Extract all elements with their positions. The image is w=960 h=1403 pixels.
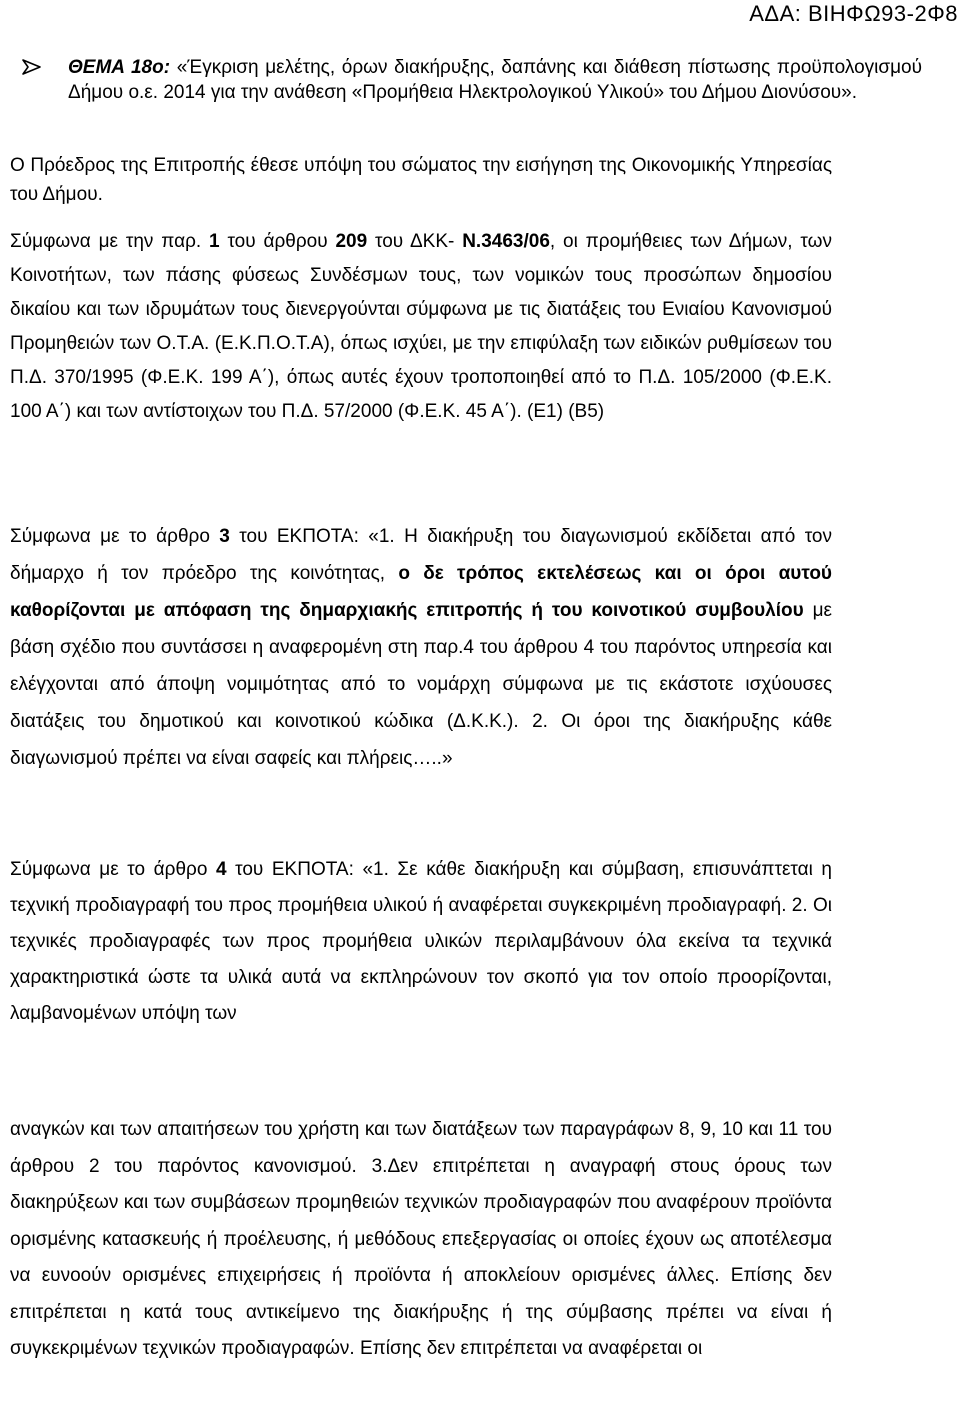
theme-title: «Έγκριση μελέτης, όρων διακήρυξης, δαπάνης και διάθεση πίστωσης προϋπολογισμού Δήμου ο.ε. 2014 για την ανάθεση «Προμήθεια Ηλεκτρολογικού Υλικού» του Δήμου Διονύσου». xyxy=(68,57,922,103)
article3-paragraph xyxy=(10,518,832,777)
art4-rest: του ΕΚΠΟΤΑ: «1. Σε κάθε διακήρυξη και σύμβαση, επισυνάπτεται η τεχνική προδιαγραφή του προς προμήθεια υλικού ή αναφέρεται συγκεκριμένη προδιαγραφή. 2. Οι τεχνικές προδιαγραφές των προς προμήθεια υλικών περιλαμβάνουν όλα εκείνα τα τεχνικά χαρακτηριστικά ώστε τα υλικά αυτά να εκπληρώνουν τον σκοπό για τον οποίο προορίζονται, λαμβανομένων υπόψη των xyxy=(10,859,832,1024)
theme-text xyxy=(68,55,922,105)
law-rest: , οι προμήθειες των Δήμων, των Κοινοτήτων, των πάσης φύσεως Συνδέσμων τους, των νομικών τους προσώπων δημοσίου δικαίου και των ιδρυμάτων τους διενεργούνται σύμφωνα με τις διατάξεις του Ενιαίου Κανονισμού Προμηθειών των Ο.Τ.Α. (Ε.Κ.Π.Ο.Τ.Α), όπως ισχύει, με την επιφύλαξη των ειδικών ρυθμίσεων του Π.Δ. 370/1995 (Φ.Ε.Κ. 199 Α΄), όπως αυτές έχουν τροποποιηθεί από το Π.Δ. 105/2000 (Φ.Ε.Κ. 100 Α΄) και των αντίστοιχων του Π.Δ. 57/2000 (Φ.Ε.Κ. 45 Α΄). (Ε1) (Β5) xyxy=(10,231,832,422)
law-article-number: 209 xyxy=(335,231,368,252)
ada-code: ΑΔΑ: ΒΙΗΦΩ93-2Φ8 xyxy=(749,1,958,26)
law-prefix: Σύμφωνα με την παρ. xyxy=(10,231,210,252)
art3-rest: με βάση σχέδιο που συντάσσει η αναφερομένη στη παρ.4 του άρθρου 4 του παρόντος υπηρεσία και ελέγχονται από άποψη νομιμότητας από το νομάρχη σύμφωνα με τις εκάστοτε ισχύουσες διατάξεις του δημοτικού και κοινοτικού κώδικα (Δ.Κ.Κ.). 2. Οι όροι της διακήρυξης κάθε διαγωνισμού πρέπει να είναι σαφείς και πλήρεις…..» xyxy=(10,600,832,769)
art3-number: 3 xyxy=(219,526,230,547)
intro-text: Ο Πρόεδρος της Επιτροπής έθεσε υπόψη του σώματος την εισήγηση της Οικονομικής Υπηρεσίας του Δήμου. xyxy=(10,155,832,205)
theme-label: ΘΕΜΑ 18ο: xyxy=(68,57,171,78)
art3-bold-text: ο δε τρόπος εκτελέσεως και οι όροι αυτού καθορίζονται με απόφαση της δημαρχιακής επιτροπής ή του κοινοτικού συμβουλίου xyxy=(10,563,832,621)
arrow-bullet-icon xyxy=(22,58,44,76)
art3-mid: του ΕΚΠΟΤΑ: «1. Η διακήρυξη του διαγωνισμού εκδίδεται από τον δήμαρχο ή τον πρόεδρο της κοινότητας, xyxy=(10,526,832,584)
law-number: Ν.3463/06 xyxy=(462,231,550,252)
theme-item xyxy=(22,55,922,105)
law-par-number: 1 xyxy=(209,231,220,252)
law-paragraph xyxy=(10,225,832,429)
law-mid2: του ΔΚΚ- xyxy=(367,231,463,252)
continuation-paragraph xyxy=(10,1112,832,1368)
law-mid1: του άρθρου xyxy=(219,231,336,252)
article4-paragraph xyxy=(10,852,832,1032)
intro-paragraph xyxy=(10,151,832,209)
art4-number: 4 xyxy=(215,859,227,880)
art3-prefix: Σύμφωνα με το άρθρο xyxy=(10,526,220,547)
continuation-text: αναγκών και των απαιτήσεων του χρήστη και των διατάξεων των παραγράφων 8, 9, 10 και 11 του άρθρου 2 του παρόντος κανονισμού. 3.Δεν επιτρέπεται η αναγραφή στους όρους των διακηρύξεων και των συμβάσεων προμηθειών τεχνικών προδιαγραφών που αναφέρουν προϊόντα ορισμένης κατασκευής ή προέλευσης, ή μεθόδους επεξεργασίας οι οποίες έχουν ως αποτέλεσμα να ευνοούν ορισμένες επιχειρήσεις ή προϊόντα ή αποκλείουν ορισμένες άλλες. Επίσης δεν επιτρέπεται η κατά τους αντικείμενο της διακήρυξης ή της σύμβασης πρέπει να είναι ή συγκεκριμένων τεχνικών προδιαγραφών. Επίσης δεν επιτρέπεται να αναφέρεται οι xyxy=(10,1119,832,1359)
art4-prefix: Σύμφωνα με το άρθρο xyxy=(10,859,216,880)
